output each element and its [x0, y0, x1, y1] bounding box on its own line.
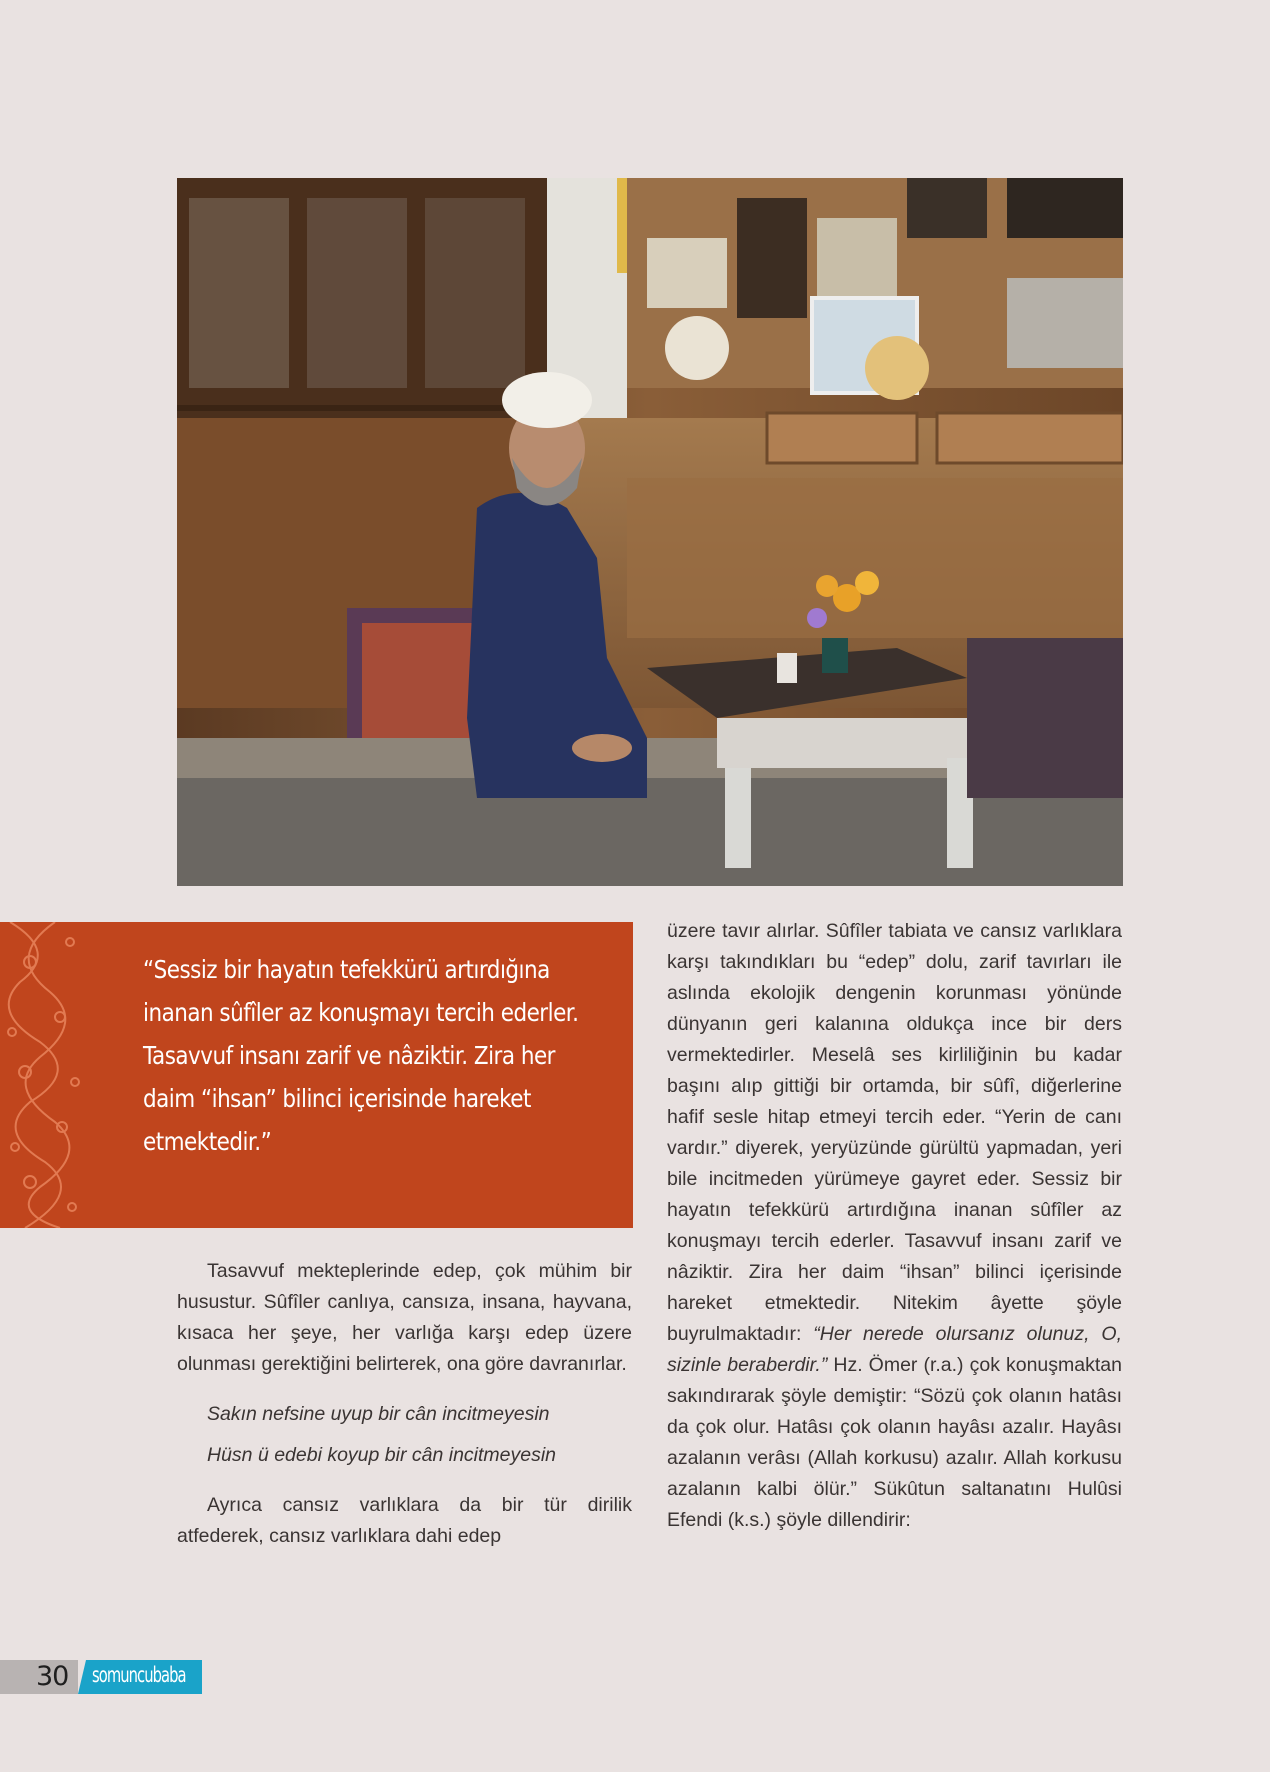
paragraph	[667, 916, 1122, 1536]
paragraph-text: Hz. Ömer (r.a.) çok konuşmaktan sakındırarak şöyle demiştir: “Sözü çok olanın hatâsı da çok olur. Hatâsı çok olanın hayâsı azalır. Hayâsı azalanın verâsı (Allah korkusu) azalır. Allah korkusu azalanın kalbi ölür.” Sükûtun saltanatını Hulûsi Efendi (k.s.) şöyle dillendirir:	[667, 1354, 1122, 1531]
poem	[207, 1394, 632, 1476]
poem-line: Hüsn ü edebi koyup bir cân incitmeyesin	[207, 1444, 557, 1466]
portrait-photo-icon	[177, 178, 1123, 886]
paragraph: Tasavvuf mekteplerinde edep, çok mühim bir husustur. Sûfîler canlıya, cansıza, insana, hayvana, kısaca her şeye, her varlığa karşı edep üzere olunması gerektiğini belirterek, ona göre davranırlar.	[177, 1260, 632, 1375]
pull-quote-text: “Sessiz bir hayatın tefekkürü artırdığına inanan sûfîler az konuşmayı tercih ederler. Tasavvuf insanı zarif ve nâziktir. Zira her daim “ihsan” bilinci içerisinde hareket etmektedir.”	[143, 955, 579, 1156]
pull-quote-box	[0, 922, 633, 1228]
paragraph: Ayrıca cansız varlıklara da bir tür dirilik atfederek, cansız varlıklara dahi edep	[177, 1494, 632, 1547]
article-photo	[177, 178, 1123, 886]
right-column	[667, 916, 1122, 1536]
poem-line: Sakın nefsine uyup bir cân incitmeyesin	[207, 1403, 550, 1425]
verse-quote: “Her nerede olursanız olunuz, O, sizinle beraberdir.”	[667, 1323, 1122, 1376]
floral-pattern-icon	[0, 922, 90, 1228]
page-number: 30	[36, 1661, 69, 1692]
left-column	[177, 1256, 632, 1552]
brand-logo: somuncubaba	[92, 1663, 186, 1687]
paragraph-text: üzere tavır alırlar. Sûfîler tabiata ve cansız varlıklara karşı takındıkları bu “edep” dolu, zarif tavırları ile aslında ekolojik dengenin korunması yönünde dünyanın geri kalanına oldukça ince bir ders vermektedirler. Meselâ ses kirliliğinin bu kadar başını alıp gittiği bir ortamda, bir sûfî, diğerlerine hafif sesle hitap etmeyi tercih eder. “Yerin de canı vardır.” diyerek, yeryüzünde gürültü yapmadan, yeri bile incitmeden yürümeye gayret eder. Sessiz bir hayatın tefekkürü artırdığına inanan sûfîler az konuşmayı tercih ederler. Tasavvuf insanı zarif ve nâziktir. Zira her daim “ihsan” bilinci içerisinde hareket etmektedir. Nitekim âyette şöyle buyrulmaktadır:	[667, 920, 1122, 1345]
page-footer	[0, 1660, 210, 1694]
